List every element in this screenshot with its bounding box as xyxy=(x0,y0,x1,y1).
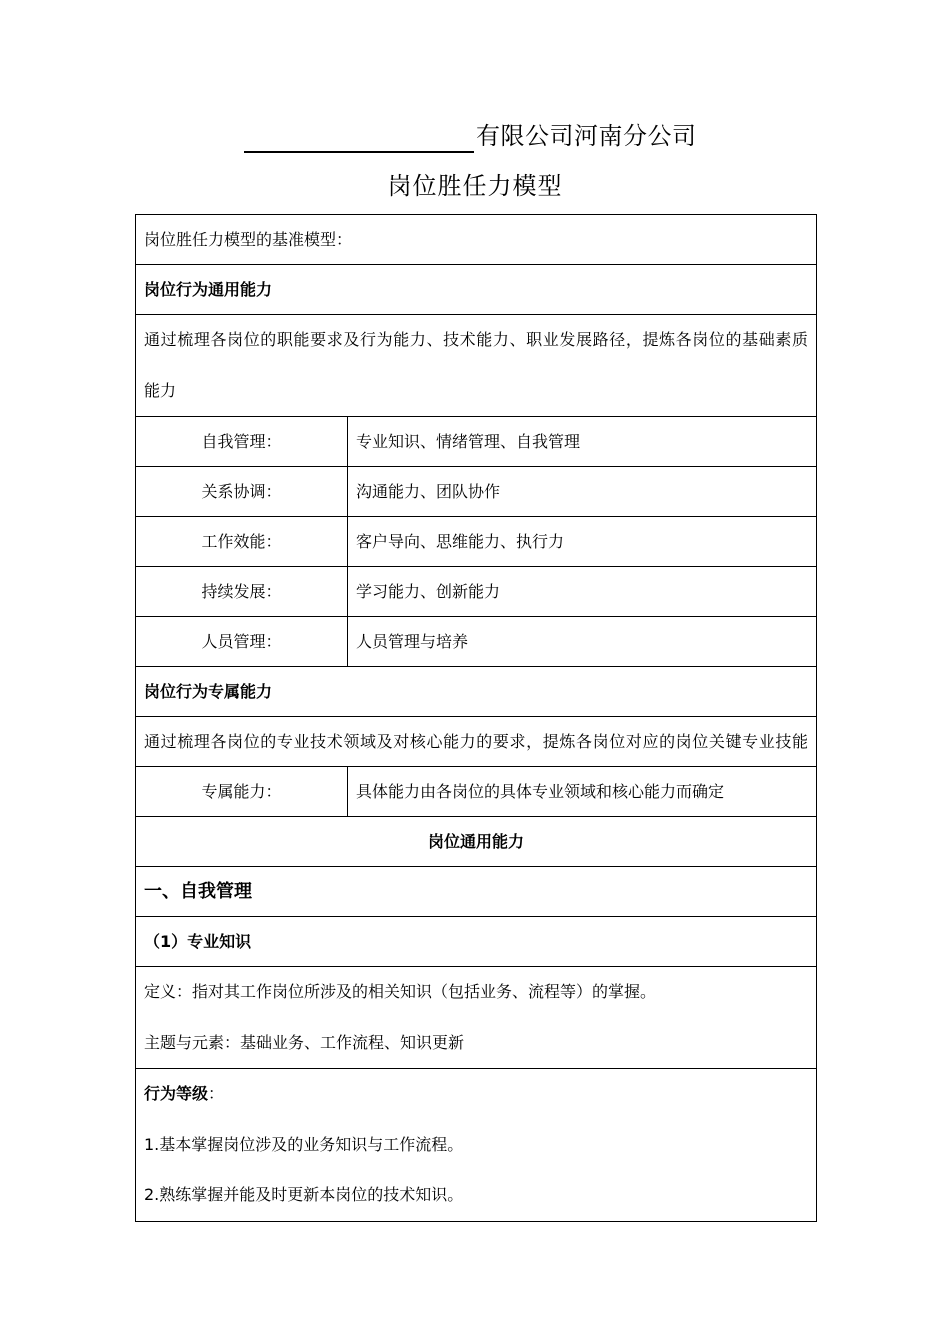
general-desc-line1: 通过梳理各岗位的职能要求及行为能力、技术能力、职业发展路径，提炼各岗位的基础素质 xyxy=(144,330,808,349)
row-value: 专业知识、情绪管理、自我管理 xyxy=(348,417,817,467)
row-label: 人员管理： xyxy=(136,617,348,667)
general-desc-line2: 能力 xyxy=(144,380,177,400)
company-title xyxy=(0,114,950,154)
row-label: 关系协调： xyxy=(136,467,348,517)
self-management-heading: 一、自我管理 xyxy=(136,867,817,917)
row-label: 自我管理： xyxy=(136,417,348,467)
special-description xyxy=(136,717,817,767)
competency-table xyxy=(135,214,817,1222)
table-row xyxy=(136,467,817,517)
row-value: 客户导向、思维能力、执行力 xyxy=(348,517,817,567)
row-label: 持续发展： xyxy=(136,567,348,617)
definition-text: 定义：指对其工作岗位所涉及的相关知识（包括业务、流程等）的掌握。 xyxy=(144,982,657,1001)
special-desc-text: 通过梳理各岗位的专业技术领域及对核心能力的要求，提炼各岗位对应的岗位关键专业技能 xyxy=(144,731,808,751)
professional-knowledge-heading: （1）专业知识 xyxy=(136,917,817,967)
row-label: 工作效能： xyxy=(136,517,348,567)
table-row xyxy=(136,417,817,467)
definition-cell xyxy=(136,967,817,1069)
company-name-blank-line xyxy=(244,151,474,153)
behavior-level-item: 1.基本掌握岗位涉及的业务知识与工作流程。 xyxy=(144,1134,464,1154)
table-row xyxy=(136,567,817,617)
behavior-levels-cell xyxy=(136,1069,817,1222)
row-value: 人员管理与培养 xyxy=(348,617,817,667)
row-value: 具体能力由各岗位的具体专业领域和核心能力而确定 xyxy=(348,767,817,817)
general-section-title: 岗位行为通用能力 xyxy=(136,265,817,315)
behavior-level-item: 2.熟练掌握并能及时更新本岗位的技术知识。 xyxy=(144,1185,464,1204)
special-section-title: 岗位行为专属能力 xyxy=(136,667,817,717)
row-value: 沟通能力、团队协作 xyxy=(348,467,817,517)
model-title: 岗位胜任力模型 xyxy=(387,172,563,200)
behavior-levels-colon: ： xyxy=(208,1084,225,1103)
company-suffix: 有限公司河南分公司 xyxy=(476,122,697,150)
behavior-levels-label: 行为等级 xyxy=(144,1084,209,1103)
general-description xyxy=(136,315,817,417)
elements-text: 主题与元素：基础业务、工作流程、知识更新 xyxy=(144,1032,465,1052)
base-model-label: 岗位胜任力模型的基准模型： xyxy=(136,215,817,265)
table-row xyxy=(136,767,817,817)
table-row xyxy=(136,617,817,667)
row-value: 学习能力、创新能力 xyxy=(348,567,817,617)
row-label: 专属能力： xyxy=(136,767,348,817)
table-row xyxy=(136,517,817,567)
behavior-levels-title xyxy=(144,1069,808,1120)
general-ability-heading: 岗位通用能力 xyxy=(136,817,817,867)
